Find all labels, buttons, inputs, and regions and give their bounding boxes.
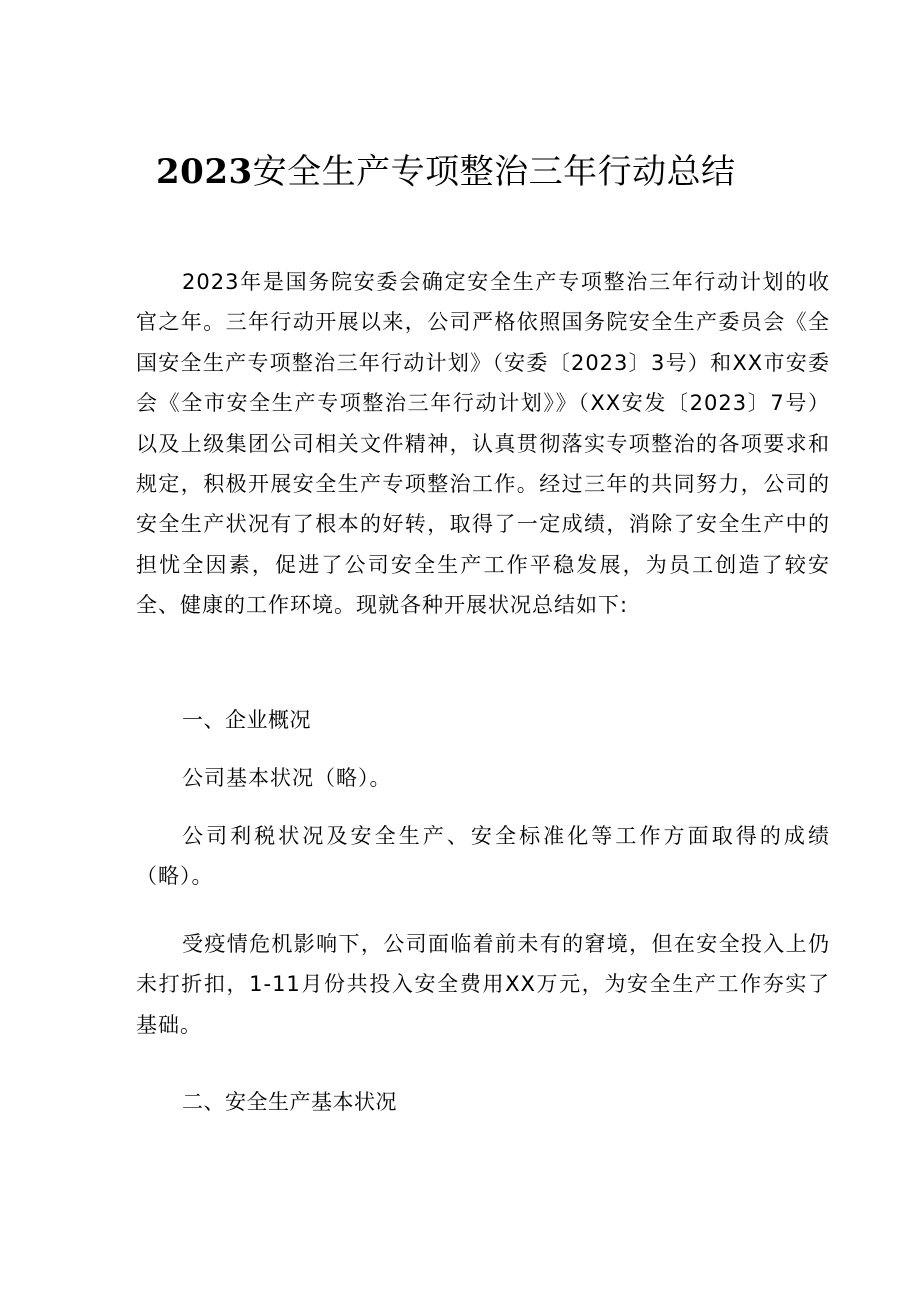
safety-investment-paragraph: 受疫情危机影响下，公司面临着前未有的窘境，但在安全投入上仍未打折扣，1-11月份共投入安全费用XX万元，为安全生产工作夯实了基础。: [136, 932, 830, 1037]
section-heading-safety-status: 二、安全生产基本状况: [182, 1090, 397, 1114]
title-year: 2023: [156, 152, 253, 192]
document-title: [156, 146, 736, 198]
basic-status-paragraph: 公司基本状况（略）。: [182, 766, 392, 790]
section-heading-enterprise-overview: 一、企业概况: [182, 708, 311, 732]
intro-paragraph: 2023年是国务院安委会确定安全生产专项整治三年行动计划的收官之年。三年行动开展以来，公司严格依照国务院安全生产委员会《全国安全生产专项整治三年行动计划》（安委〔2023〕3号）和XX市安委会《全市安全生产专项整治三年行动计划》》（XX安发〔2023〕7号）以及上级集团公司相关文件精神，认真贯彻落实专项整治的各项要求和规定，积极开展安全生产专项整治工作。经过三年的共同努力，公司的安全生产状况有了根本的好转，取得了一定成绩，消除了安全生产中的担忧全因素，促进了公司安全生产工作平稳发展，为员工创造了较安全、健康的工作环境。现就各种开展状况总结如下:: [136, 270, 830, 618]
tax-achievements-paragraph: 公司利税状况及安全生产、安全标准化等工作方面取得的成绩（略）。: [136, 824, 830, 889]
title-text: 安全生产专项整治三年行动总结: [252, 152, 736, 192]
